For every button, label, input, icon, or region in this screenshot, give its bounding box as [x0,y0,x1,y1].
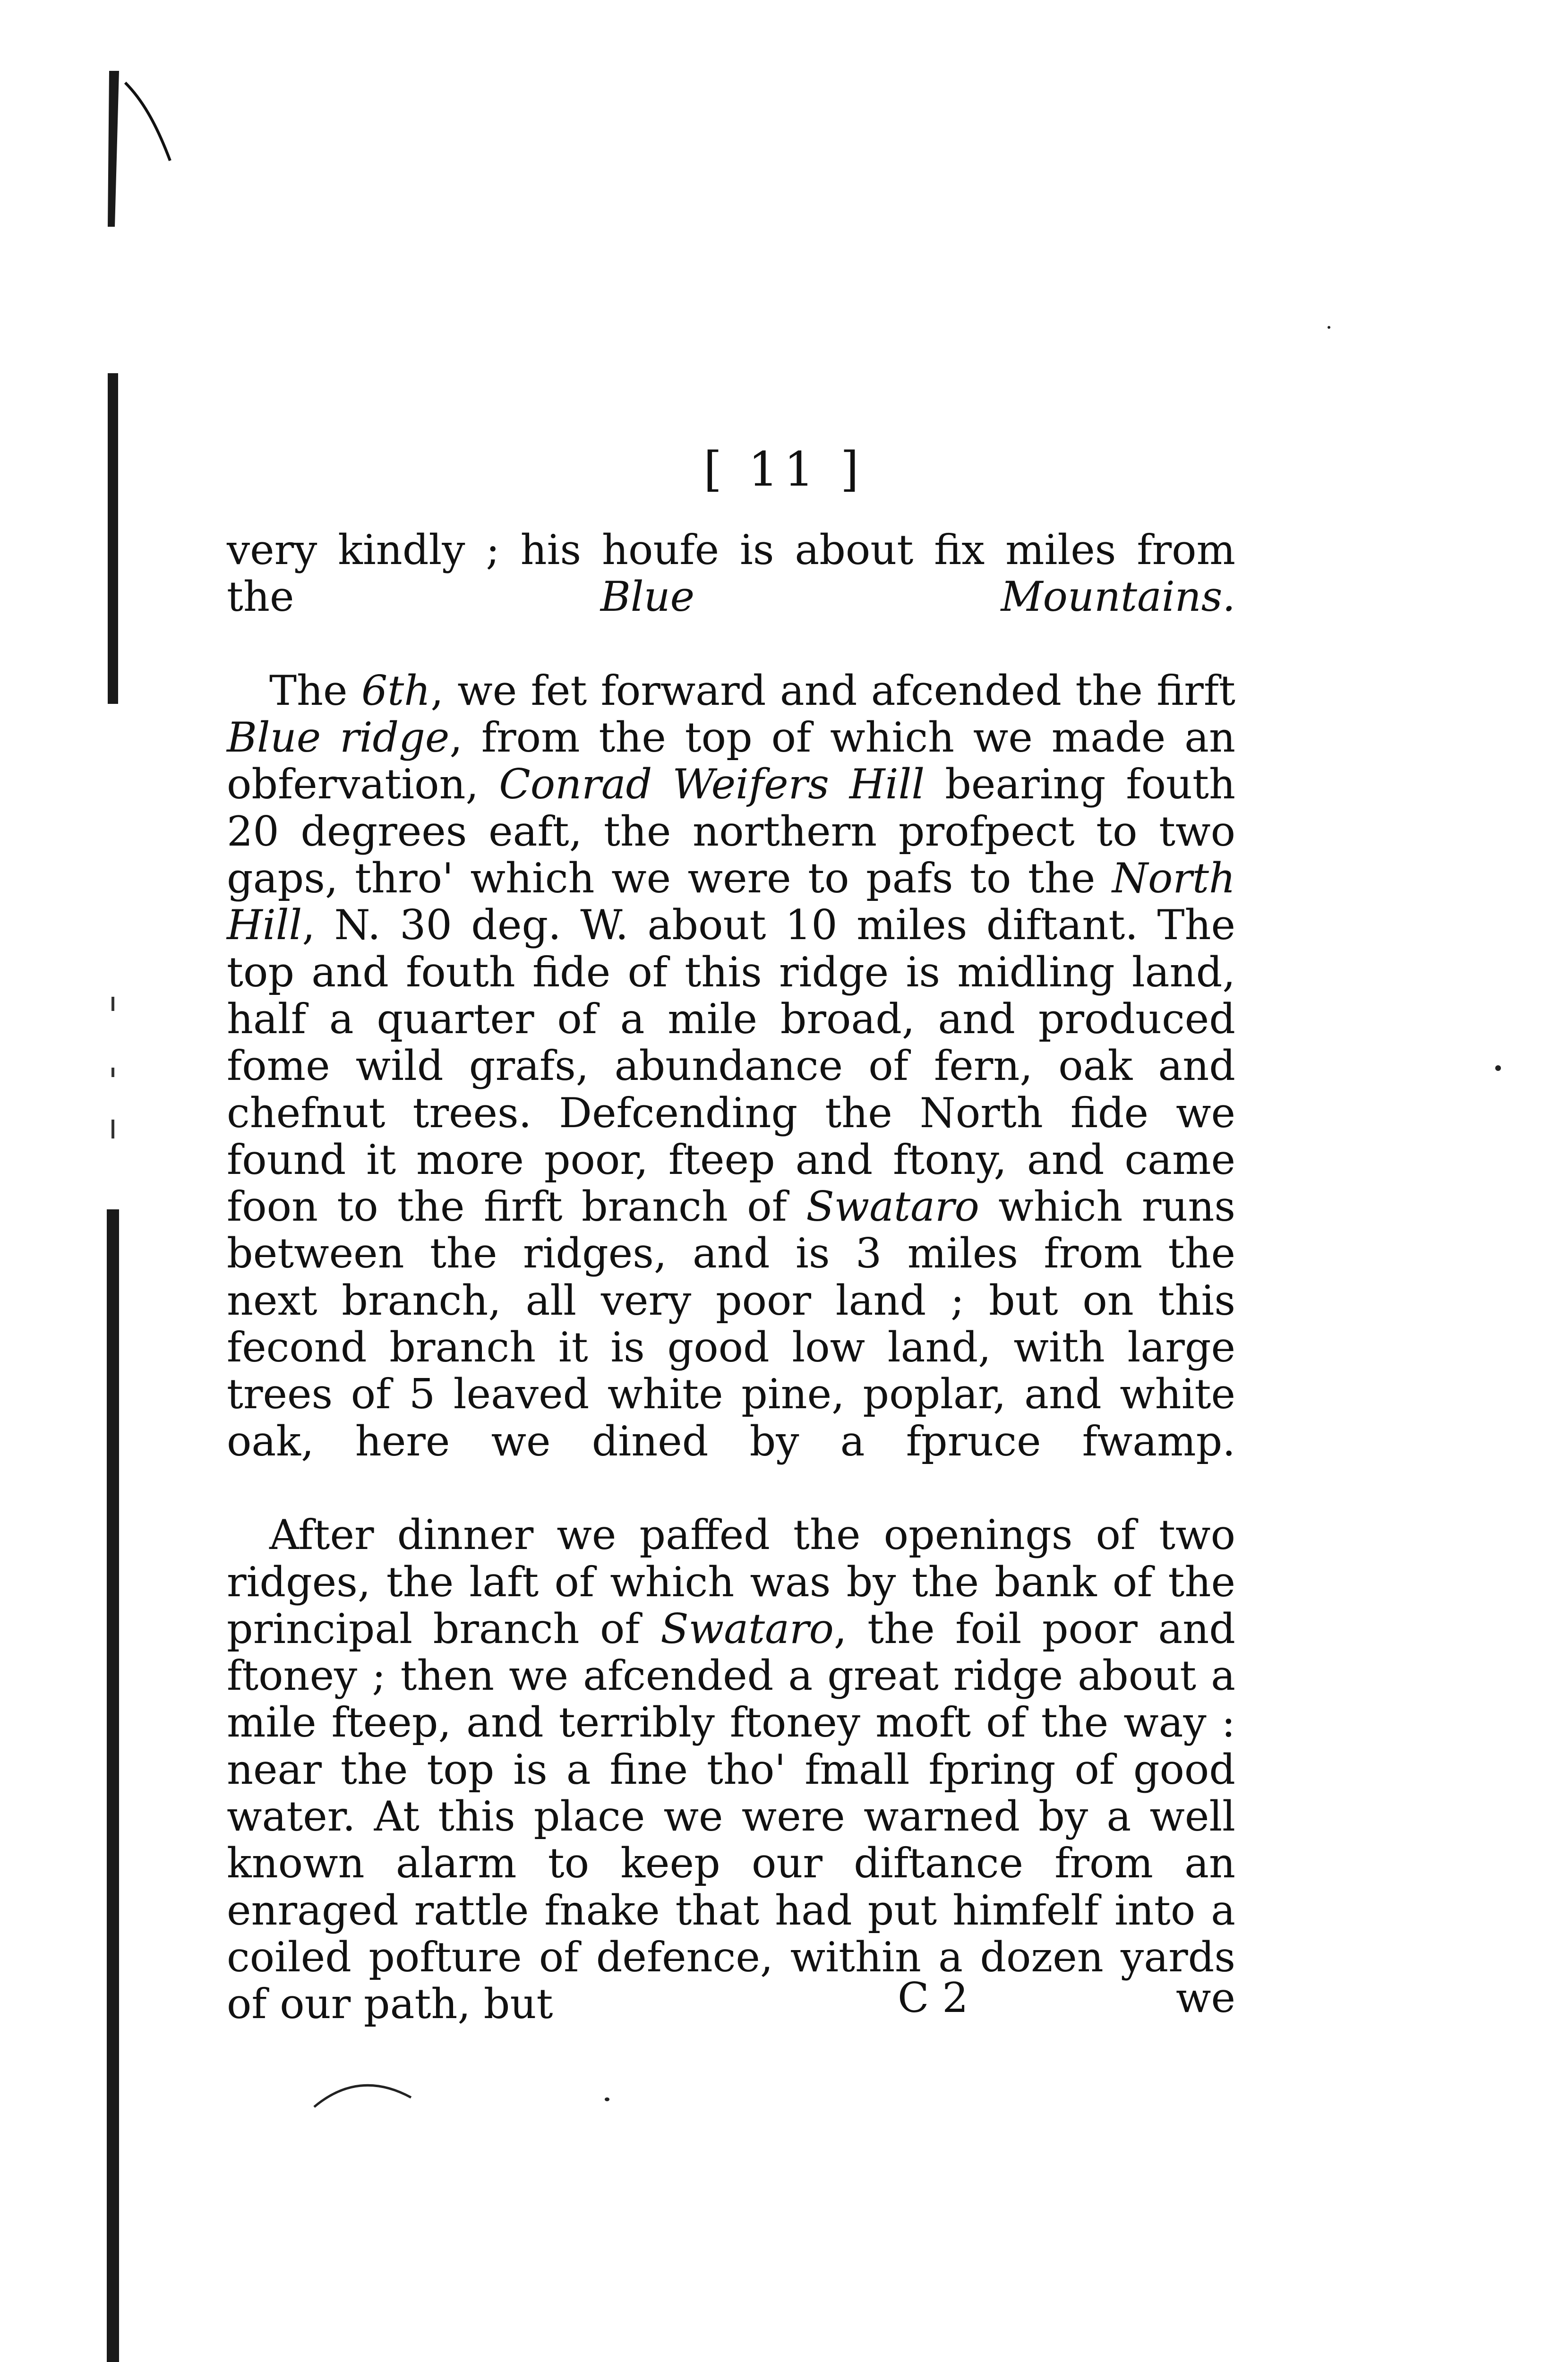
body-text [227,527,1235,2028]
binding-edge-speck [111,1120,114,1138]
catchword: we [1176,1974,1235,2022]
binding-edge-speck [111,1068,114,1077]
scan-speck [605,2097,609,2101]
running-head-page-number: [ 11 ] [703,442,865,497]
paragraph: The 6th, we fet forward and afcended the firft Blue ridge, from the top of which we made an obfervation, Conrad Weifers Hill bearing fouth 20 degrees eaft, the northern profpect to two gaps, thro' which we were to pafs to the North Hill, N. 30 deg. W. about 10 miles diftant. The top and fouth fide of this ridge is midling land, half a quarter of a mile broad, and produced fome wild grafs, abundance of fern, oak and chefnut trees. Defcending the North fide we found it more poor, fteep and ftony, and came foon to the firft branch of Swataro which runs between the ridges, and is 3 miles from the next branch, all very poor land ; but on this fecond branch it is good low land, with large trees of 5 leaved white pine, poplar, and white oak, here we dined by a fpruce fwamp. [227,666,1235,1465]
signature-mark: C 2 [898,1974,968,2022]
binding-edge-stroke [123,80,175,165]
scan-speck [1495,1065,1501,1071]
scan-speck [1328,326,1330,329]
binding-edge-shadow [108,373,118,704]
paragraph: After dinner we paffed the openings of two ridges, the laft of which was by the bank of the principal branch of Swataro, the foil poor and ftoney ; then we afcended a great ridge about a mile fteep, and terribly ftoney moft of the way : near the top is a fine tho' fmall fpring of good water. At this place we were warned by a well known alarm to keep our diftance from an enraged rattle fnake that had put himfelf into a coiled pofture of defence, within a dozen yards of our path, but [227,1511,1235,2028]
binding-edge-speck [111,997,114,1011]
ink-arc-mark [312,2069,416,2112]
paragraph: very kindly ; his houfe is about fix miles from the Blue Mountains. [227,526,1235,621]
binding-edge-shadow [107,1209,119,2362]
binding-edge-shadow [105,71,119,227]
